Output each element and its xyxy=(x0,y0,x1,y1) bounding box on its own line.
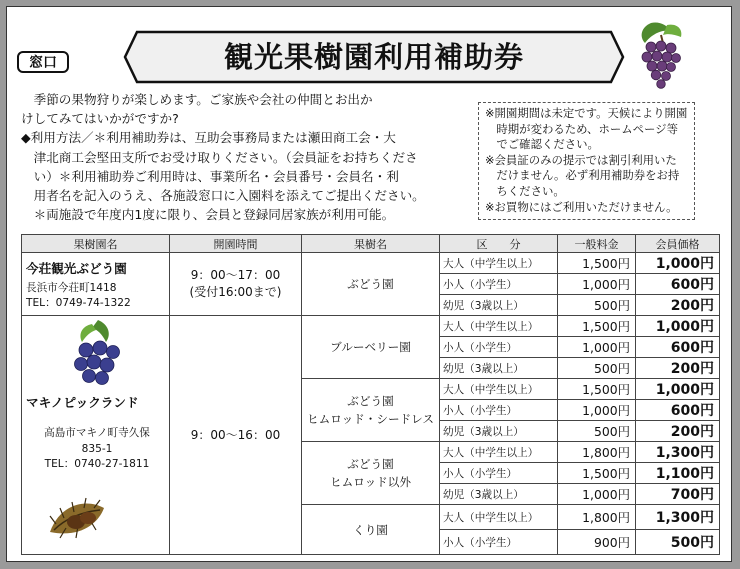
tree-cell: ぶどう園 xyxy=(302,253,440,316)
header-tree: 果樹名 xyxy=(302,235,440,253)
flyer-sheet xyxy=(6,6,732,562)
category-cell: 大人（中学生以上） xyxy=(440,253,558,274)
farm-cell-imajo xyxy=(22,253,170,316)
tree-cell: くり園 xyxy=(302,505,440,555)
general-price: 1,000円 xyxy=(558,337,636,358)
general-price: 500円 xyxy=(558,358,636,379)
table-header-row xyxy=(22,235,720,253)
category-cell: 幼児（3歳以上） xyxy=(440,421,558,442)
general-price: 1,500円 xyxy=(558,379,636,400)
tree-name: ぶどう園 xyxy=(347,394,394,408)
chestnut-icon xyxy=(46,494,110,542)
farm-tel: TEL：0740-27-1811 xyxy=(44,458,150,470)
general-price: 1,800円 xyxy=(558,442,636,463)
farm-name: 今荘観光ぶどう園 xyxy=(26,260,127,276)
header-farm: 果樹園名 xyxy=(22,235,170,253)
general-price: 500円 xyxy=(558,421,636,442)
note-item: ※開園期間は未定です。天候により開園時期が変わるため、ホームページ等でご確認ください。 xyxy=(485,106,688,152)
tree-variety: ヒムロッド以外 xyxy=(330,475,411,489)
category-cell: 大人（中学生以上） xyxy=(440,505,558,530)
tree-name: ぶどう園 xyxy=(347,457,394,471)
counter-badge: 窓口 xyxy=(17,51,69,73)
category-cell: 幼児（3歳以上） xyxy=(440,484,558,505)
category-cell: 小人（小学生） xyxy=(440,530,558,555)
intro-line: けしてみてはいかがですか? xyxy=(21,111,179,127)
tree-variety: ヒムロッド・シードレス xyxy=(307,412,434,426)
farm-tel: TEL：0749-74-1322 xyxy=(26,296,131,309)
header-hours: 開園時間 xyxy=(170,235,302,253)
category-cell: 大人（中学生以上） xyxy=(440,379,558,400)
price-table xyxy=(21,234,720,555)
member-price: 600円 xyxy=(636,400,720,421)
farm-address-block xyxy=(26,426,168,473)
farm-address: 高島市マキノ町寺久保 xyxy=(44,427,150,439)
category-cell: 小人（小学生） xyxy=(440,463,558,484)
farm-cell-makino xyxy=(22,316,170,555)
farm-name: マキノピックランド xyxy=(26,395,139,410)
grape-icon xyxy=(637,21,685,91)
category-cell: 幼児（3歳以上） xyxy=(440,295,558,316)
table-row xyxy=(22,316,720,337)
member-price: 500円 xyxy=(636,530,720,555)
member-price: 1,000円 xyxy=(636,316,720,337)
intro-line: ＊両施設で年度内1度に限り、会員と登録同居家族が利用可能。 xyxy=(33,207,395,223)
intro-text xyxy=(21,90,469,224)
member-price: 1,300円 xyxy=(636,442,720,463)
hours-note: (受付16:00まで) xyxy=(189,285,282,299)
notes-box xyxy=(478,102,695,220)
farm-address: 長浜市今荘町1418 xyxy=(26,281,117,294)
member-price: 200円 xyxy=(636,295,720,316)
member-price: 1,000円 xyxy=(636,253,720,274)
category-cell: 幼児（3歳以上） xyxy=(440,358,558,379)
title-banner xyxy=(123,30,625,84)
member-price: 200円 xyxy=(636,421,720,442)
general-price: 900円 xyxy=(558,530,636,555)
category-cell: 小人（小学生） xyxy=(440,337,558,358)
header-general: 一般料金 xyxy=(558,235,636,253)
intro-line: 津北商工会堅田支所でお受け取りください。（会員証をお持ちくださ xyxy=(33,149,418,165)
tree-cell xyxy=(302,442,440,505)
tree-cell xyxy=(302,379,440,442)
general-price: 1,500円 xyxy=(558,253,636,274)
header-category: 区 分 xyxy=(440,235,558,253)
hours-value: 9：00～17：00 xyxy=(190,268,281,282)
intro-line: 季節の果物狩りが楽しめます。ご家族や会社の仲間とお出か xyxy=(21,92,373,107)
general-price: 1,500円 xyxy=(558,316,636,337)
member-price: 1,000円 xyxy=(636,379,720,400)
member-price: 600円 xyxy=(636,274,720,295)
tree-cell: ブルーベリー園 xyxy=(302,316,440,379)
category-cell: 大人（中学生以上） xyxy=(440,316,558,337)
category-cell: 小人（小学生） xyxy=(440,400,558,421)
general-price: 500円 xyxy=(558,295,636,316)
blueberry-icon xyxy=(72,318,124,388)
usage-heading: ◆利用方法／＊利用補助券は、互助会事務局または瀬田商工会・大 xyxy=(21,130,396,146)
general-price: 1,800円 xyxy=(558,505,636,530)
category-cell: 大人（中学生以上） xyxy=(440,442,558,463)
general-price: 1,000円 xyxy=(558,274,636,295)
note-item: ※お買物にはご利用いただけません。 xyxy=(485,199,678,214)
general-price: 1,000円 xyxy=(558,400,636,421)
intro-line: 用者名を記入のうえ、各施設窓口に入園料を添えてご提出ください。 xyxy=(33,188,425,204)
category-cell: 小人（小学生） xyxy=(440,274,558,295)
member-price: 1,300円 xyxy=(636,505,720,530)
hours-cell: 9：00～16：00 xyxy=(170,316,302,555)
table-row xyxy=(22,253,720,274)
member-price: 200円 xyxy=(636,358,720,379)
hours-cell xyxy=(170,253,302,316)
member-price: 700円 xyxy=(636,484,720,505)
general-price: 1,000円 xyxy=(558,484,636,505)
farm-address: 835-1 xyxy=(81,442,113,455)
note-item: ※会員証のみの提示では割引利用いただけません。必ず利用補助券をお持ちください。 xyxy=(485,152,680,198)
page-title: 観光果樹園利用補助券 xyxy=(223,40,524,74)
member-price: 1,100円 xyxy=(636,463,720,484)
header-member: 会員価格 xyxy=(636,235,720,253)
member-price: 600円 xyxy=(636,337,720,358)
intro-line: い）＊利用補助券ご利用時は、事業所名・会員番号・会員名・利 xyxy=(33,168,399,184)
general-price: 1,500円 xyxy=(558,463,636,484)
